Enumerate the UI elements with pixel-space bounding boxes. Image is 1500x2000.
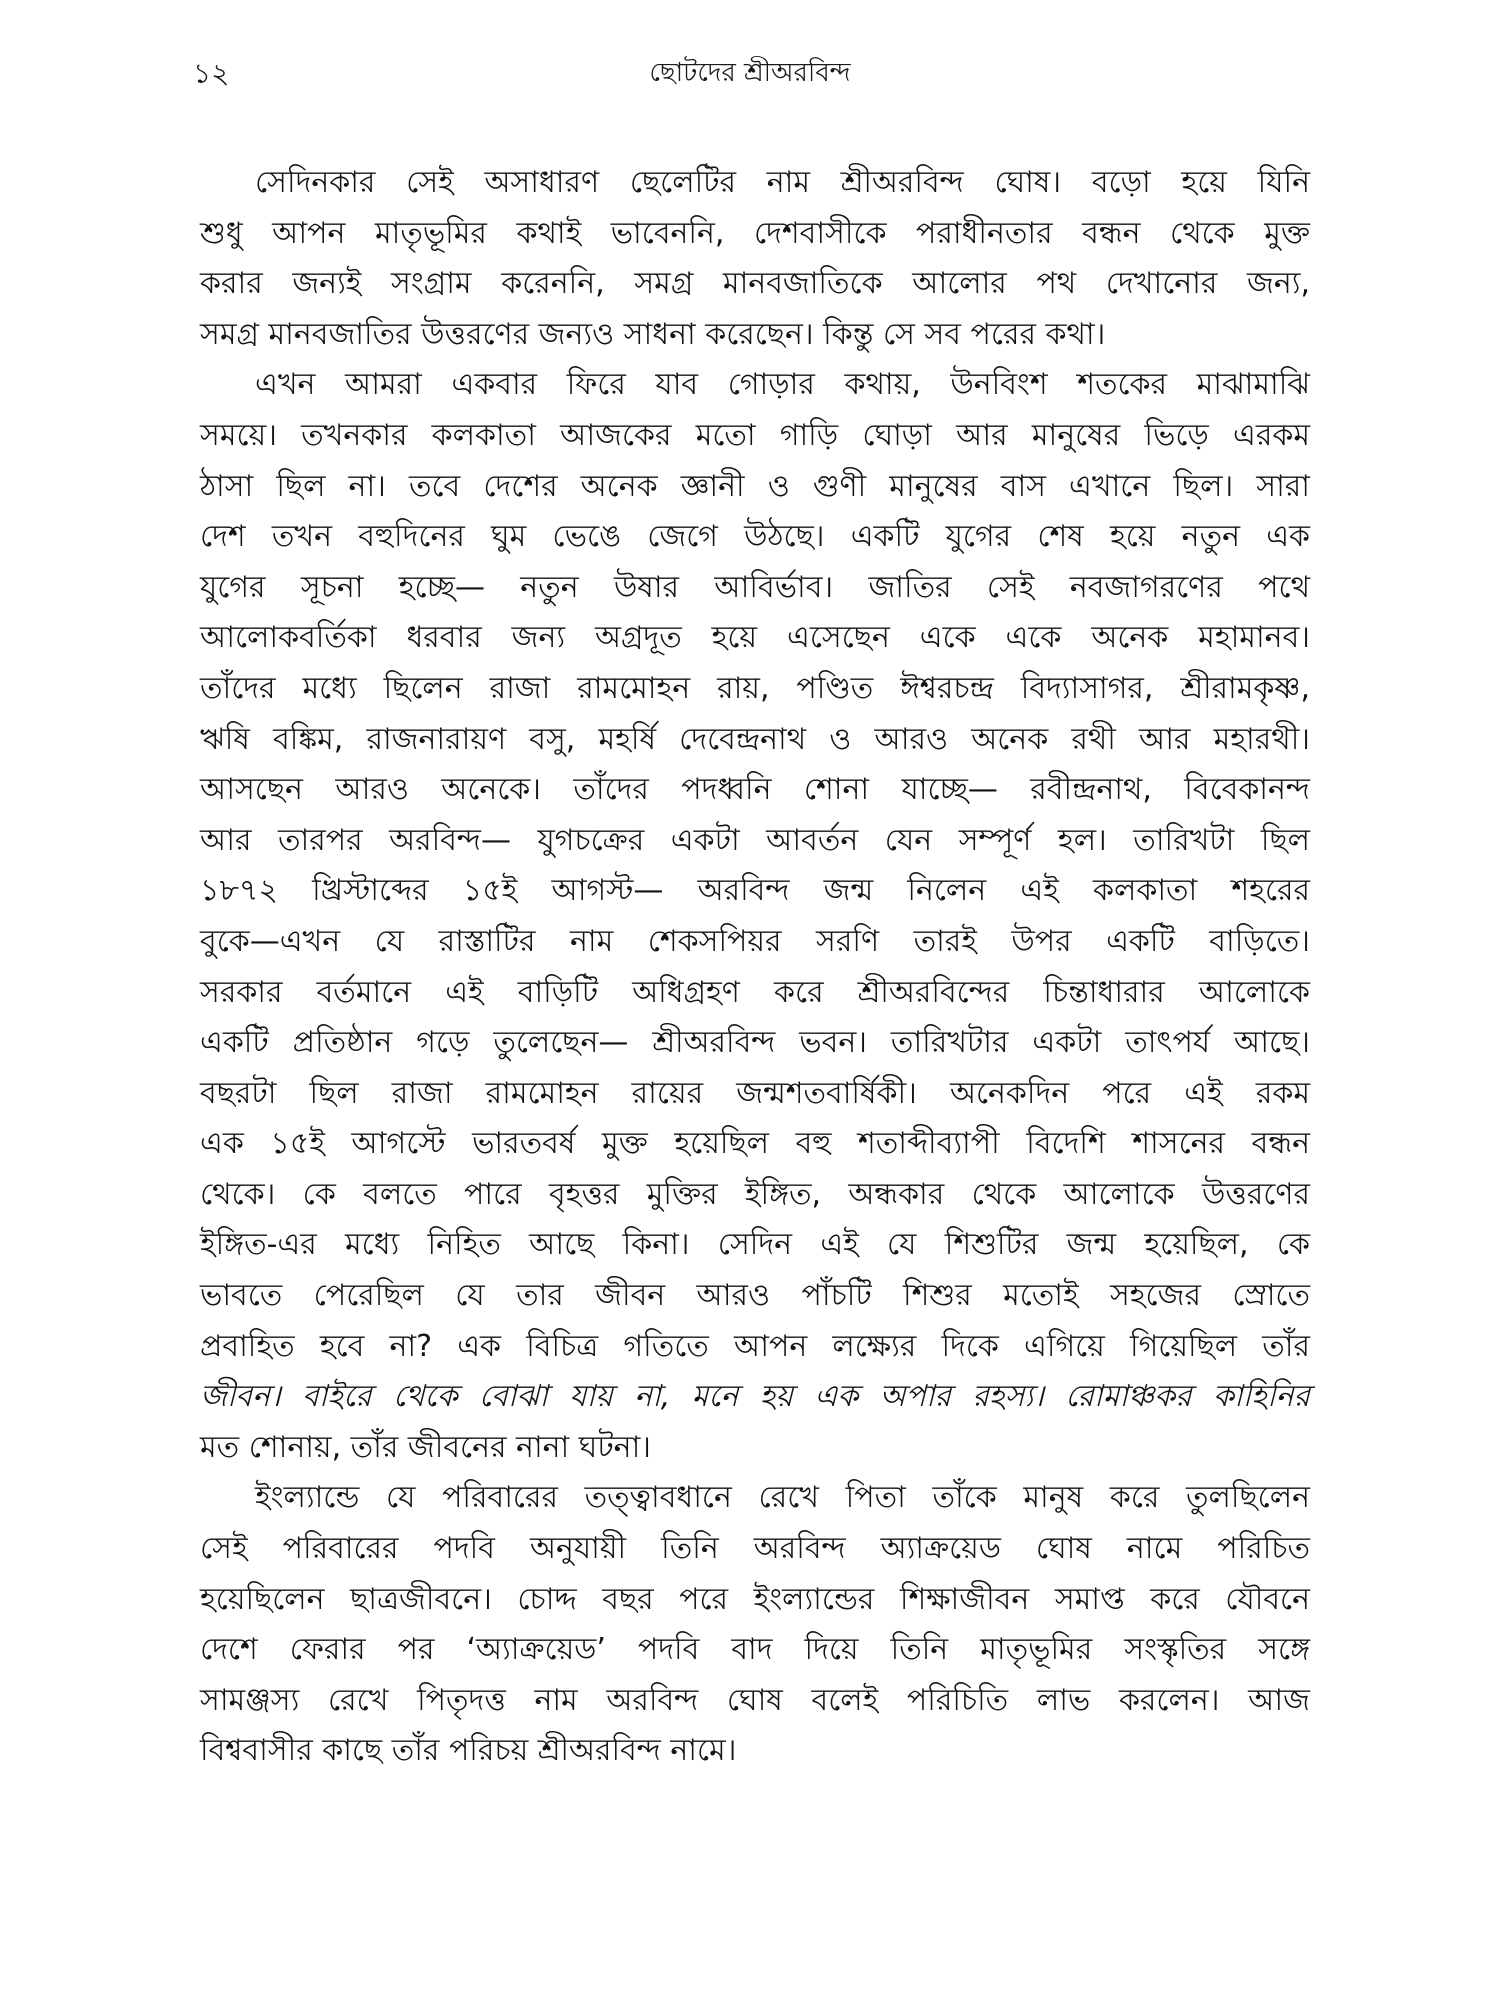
text-line: সমগ্র মানবজাতির উত্তরণের জন্যও সাধনা করেছেন। কিন্তু সে সব পরের কথা। — [200, 316, 1106, 352]
running-head-title: ছোটদের শ্রীঅরবিন্দ — [649, 58, 851, 88]
text-line: হয়েছিলেন ছাত্রজীবনে। চোদ্দ বছর পরে ইংল্যান্ডের শিক্ষাজীবন সমাপ্ত করে যৌবনে — [200, 1581, 1310, 1617]
paragraph-3 — [200, 1473, 1310, 1777]
text-line: সামঞ্জস্য রেখে পিতৃদত্ত নাম অরবিন্দ ঘোষ বলেই পরিচিতি লাভ করলেন। আজ — [200, 1682, 1310, 1718]
text-line: যুগের সূচনা হচ্ছে— নতুন উষার আবির্ভাব। জাতির সেই নবজাগরণের পথে — [200, 569, 1310, 605]
text-line: এখন আমরা একবার ফিরে যাব গোড়ার কথায়, উনবিংশ শতকের মাঝামাঝি — [255, 367, 1310, 403]
text-line: দেশ তখন বহুদিনের ঘুম ভেঙে জেগে উঠছে। একটি যুগের শেষ হয়ে নতুন এক — [200, 519, 1310, 555]
page-number: ১২ — [193, 57, 230, 90]
text-line: সময়ে। তখনকার কলকাতা আজকের মতো গাড়ি ঘোড়া আর মানুষের ভিড়ে এরকম — [200, 417, 1310, 453]
text-line: আর তারপর অরবিন্দ— যুগচক্রের একটা আবর্তন যেন সম্পূর্ণ হল। তারিখটা ছিল — [200, 822, 1310, 858]
text-line: ঠাসা ছিল না। তবে দেশের অনেক জ্ঞানী ও গুণী মানুষের বাস এখানে ছিল। সারা — [200, 468, 1310, 504]
body-text — [200, 158, 1310, 1777]
text-line: এক ১৫ই আগস্টে ভারতবর্ষ মুক্ত হয়েছিল বহু শতাব্দীব্যাপী বিদেশি শাসনের বন্ধন — [200, 1126, 1310, 1162]
text-line: বছরটা ছিল রাজা রামমোহন রায়ের জন্মশতবার্ষিকী। অনেকদিন পরে এই রকম — [200, 1075, 1310, 1111]
text-line: বুকে—এখন যে রাস্তাটির নাম শেকসপিয়র সরণি তারই উপর একটি বাড়িতে। — [200, 923, 1310, 959]
text-line: ঋষি বঙ্কিম, রাজনারায়ণ বসু, মহর্ষি দেবেন্দ্রনাথ ও আরও অনেক রথী আর মহারথী। — [200, 721, 1310, 757]
text-line: তাঁদের মধ্যে ছিলেন রাজা রামমোহন রায়, পণ্ডিত ঈশ্বরচন্দ্র বিদ্যাসাগর, শ্রীরামকৃষ্ণ, — [200, 670, 1310, 706]
text-line: আসছেন আরও অনেকে। তাঁদের পদধ্বনি শোনা যাচ্ছে— রবীন্দ্রনাথ, বিবেকানন্দ — [200, 772, 1310, 808]
paragraph-2 — [200, 360, 1310, 1473]
text-line: সরকার বর্তমানে এই বাড়িটি অধিগ্রহণ করে শ্রীঅরবিন্দের চিন্তাধারার আলোকে — [200, 974, 1310, 1010]
text-line: ভাবতে পেরেছিল যে তার জীবন আরও পাঁচটি শিশুর মতোই সহজের স্রোতে — [200, 1278, 1310, 1314]
text-line: একটি প্রতিষ্ঠান গড়ে তুলেছেন— শ্রীঅরবিন্দ ভবন। তারিখটার একটা তাৎপর্য আছে। — [200, 1025, 1310, 1061]
text-line: শুধু আপন মাতৃভূমির কথাই ভাবেননি, দেশবাসীকে পরাধীনতার বন্ধন থেকে মুক্ত — [200, 215, 1310, 251]
text-line: ১৮৭২ খ্রিস্টাব্দের ১৫ই আগস্ট— অরবিন্দ জন্ম নিলেন এই কলকাতা শহরের — [200, 873, 1310, 909]
text-line: মত শোনায়, তাঁর জীবনের নানা ঘটনা। — [200, 1429, 652, 1465]
text-line: থেকে। কে বলতে পারে বৃহত্তর মুক্তির ইঙ্গিত, অন্ধকার থেকে আলোকে উত্তরণের — [200, 1176, 1310, 1212]
paragraph-1 — [200, 158, 1310, 360]
text-line: ইঙ্গিত-এর মধ্যে নিহিত আছে কিনা। সেদিন এই যে শিশুটির জন্ম হয়েছিল, কে — [200, 1227, 1310, 1263]
text-line: ইংল্যান্ডে যে পরিবারের তত্ত্বাবধানে রেখে পিতা তাঁকে মানুষ করে তুলছিলেন — [255, 1480, 1310, 1516]
text-line: জীবন। বাইরে থেকে বোঝা যায় না, মনে হয় এক অপার রহস্য। রোমাঞ্চকর কাহিনির — [200, 1379, 1310, 1415]
text-line: সেই পরিবারের পদবি অনুযায়ী তিনি অরবিন্দ অ্যাক্রয়েড ঘোষ নামে পরিচিত — [200, 1531, 1310, 1567]
text-line: করার জন্যই সংগ্রাম করেননি, সমগ্র মানবজাতিকে আলোর পথ দেখানোর জন্য, — [200, 266, 1310, 302]
text-line: দেশে ফেরার পর ‘অ্যাক্রয়েড’ পদবি বাদ দিয়ে তিনি মাতৃভূমির সংস্কৃতির সঙ্গে — [200, 1632, 1310, 1668]
text-line: আলোকবর্তিকা ধরবার জন্য অগ্রদূত হয়ে এসেছেন একে একে অনেক মহামানব। — [200, 620, 1310, 656]
text-line: প্রবাহিত হবে না? এক বিচিত্র গতিতে আপন লক্ষ্যের দিকে এগিয়ে গিয়েছিল তাঁর — [200, 1328, 1310, 1364]
text-line: সেদিনকার সেই অসাধারণ ছেলেটির নাম শ্রীঅরবিন্দ ঘোষ। বড়ো হয়ে যিনি — [255, 165, 1310, 200]
text-line: বিশ্ববাসীর কাছে তাঁর পরিচয় শ্রীঅরবিন্দ নামে। — [200, 1733, 737, 1769]
